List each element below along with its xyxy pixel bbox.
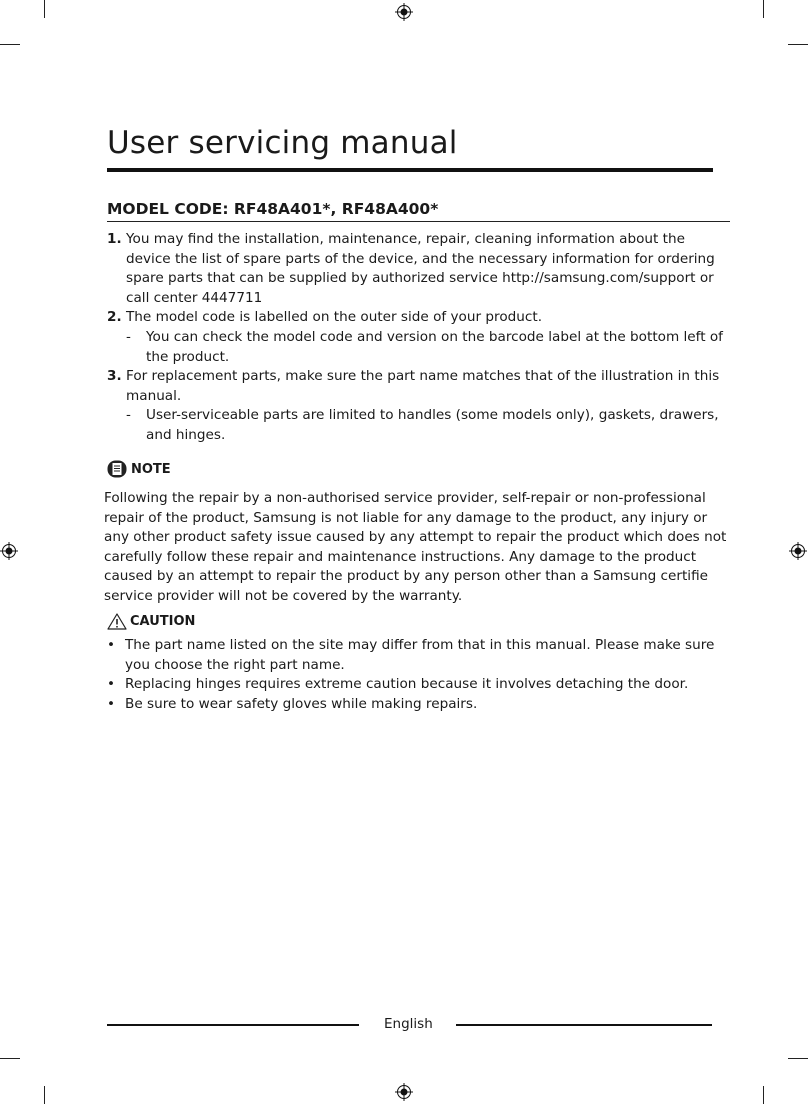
crop-mark (44, 0, 45, 18)
registration-mark-icon (395, 3, 413, 21)
caution-heading (107, 613, 195, 630)
caution-list (107, 636, 732, 714)
step-item (107, 367, 732, 445)
step-text: For replacement parts, make sure the part name matches that of the illustration in this manual. (126, 368, 720, 404)
caution-item (107, 695, 732, 715)
footer-language: English (384, 1016, 433, 1032)
step-text: You may find the installation, maintenance, repair, cleaning information about the device the list of spare parts of the device, and the necessary information for ordering spare parts that can be supplied by authorized service http://samsung.com/support or call center 4447711 (126, 231, 715, 306)
note-body: Following the repair by a non-authorised service provider, self-repair or non-professional repair of the product, Samsung is not liable for any damage to the product, any injury or any other product safety issue caused by any attempt to repair the product which does not carefully follow these repair and maintenance instructions. Any damage to the product caused by an attempt to repair the product by any person other than a Samsung certifie service provider will not be covered by the warranty. (104, 490, 727, 604)
caution-section (107, 636, 732, 714)
sub-item (126, 406, 732, 445)
warning-triangle-icon (107, 613, 127, 630)
registration-mark-icon (789, 542, 807, 560)
caution-text: Be sure to wear safety gloves while making repairs. (125, 695, 478, 712)
crop-mark (788, 1058, 808, 1059)
step-item (107, 230, 732, 308)
step-text: The model code is labelled on the outer side of your product. (126, 309, 543, 326)
footer-rule-right (456, 1024, 712, 1026)
step-number: 3. (107, 368, 122, 385)
title-divider (107, 168, 713, 172)
model-code-divider (107, 221, 730, 222)
caution-item (107, 675, 732, 695)
sub-text: User-serviceable parts are limited to handles (some models only), gaskets, drawers, and hinges. (146, 407, 719, 443)
note-heading (107, 460, 171, 478)
steps-list (107, 230, 732, 446)
note-label: NOTE (131, 461, 171, 477)
registration-mark-icon (0, 542, 18, 560)
instructions-section (107, 230, 732, 446)
caution-text: The part name listed on the site may differ from that in this manual. Please make sure you choose the right part name. (125, 637, 715, 673)
sub-list (126, 406, 732, 445)
step-number: 1. (107, 231, 122, 247)
step-number: 2. (107, 309, 122, 326)
dash-marker: - (126, 407, 131, 424)
registration-mark-icon (395, 1083, 413, 1101)
note-icon (107, 460, 127, 478)
step-item (107, 308, 732, 367)
crop-mark (0, 44, 20, 45)
dash-marker: - (126, 328, 131, 345)
caution-text: Replacing hinges requires extreme caution because it involves detaching the door. (125, 676, 689, 693)
crop-mark (763, 0, 764, 18)
bullet-marker: • (107, 676, 116, 693)
sub-text: You can check the model code and version on the barcode label at the bottom left of the product. (146, 328, 723, 365)
sub-list (126, 328, 732, 367)
crop-mark (763, 1086, 764, 1104)
bullet-marker: • (107, 695, 116, 712)
sub-item (126, 328, 732, 367)
page-title: User servicing manual (107, 125, 458, 161)
crop-mark (788, 44, 808, 45)
bullet-marker: • (107, 637, 116, 653)
crop-mark (44, 1086, 45, 1104)
caution-item (107, 636, 732, 675)
model-code-heading: MODEL CODE: RF48A401*, RF48A400* (107, 200, 439, 218)
footer-rule-left (107, 1024, 359, 1026)
caution-label: CAUTION (130, 614, 196, 629)
crop-mark (0, 1058, 20, 1059)
